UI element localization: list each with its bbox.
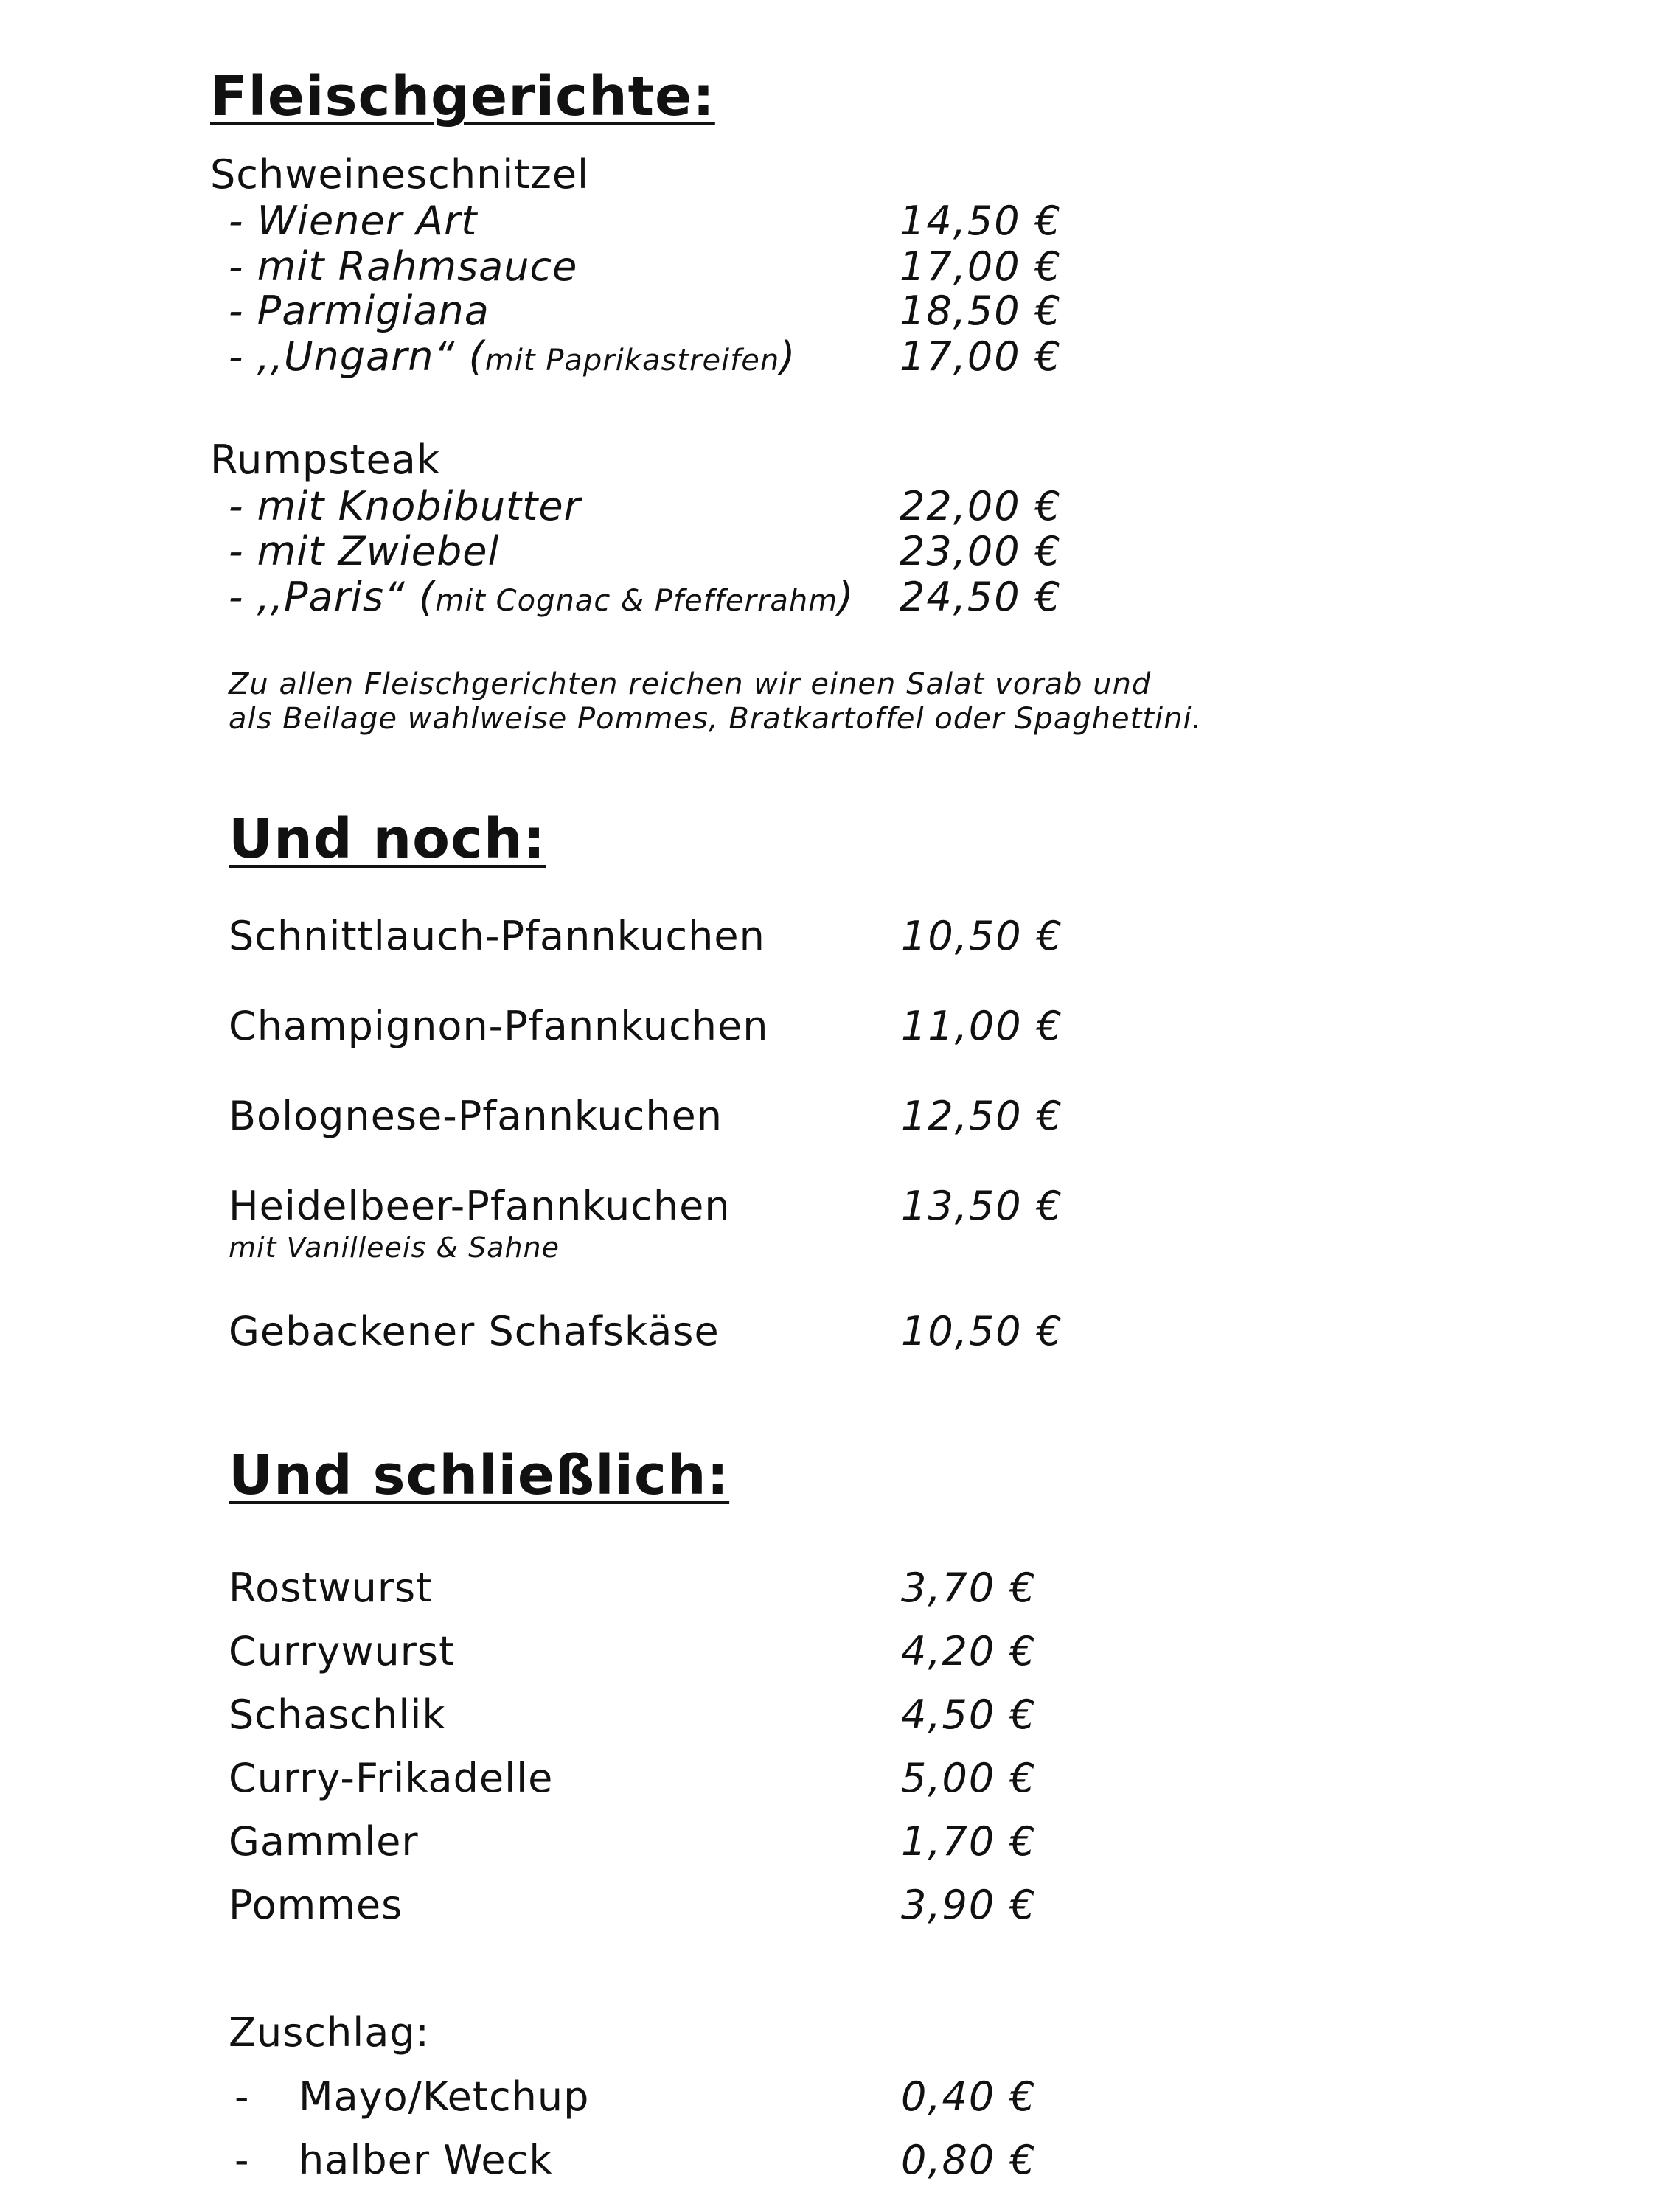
und-schliesslich-heading: Und schließlich: [229,1444,730,1507]
menu-item-label: - mit Rahmsauce [229,243,578,290]
menu-item-price: 11,00 € [901,1003,1064,1049]
menu-item-price: 24,50 € [900,574,1062,620]
menu-item-price: 4,20 € [901,1628,1037,1674]
menu-item-price: 23,00 € [900,528,1062,574]
menu-item-name: - ,,Ungarn“ ( [229,333,485,380]
menu-item-label: halber Weck [299,2137,553,2183]
menu-item-price: 22,00 € [900,483,1062,529]
bullet-dash: - [234,2137,250,2183]
zuschlag-title: Zuschlag: [229,2009,430,2056]
rumpsteak-title: Rumpsteak [210,437,441,483]
menu-item-label [229,574,854,620]
menu-item-label: Rostwurst [229,1565,433,1611]
menu-item-label: Curry-Frikadelle [229,1755,554,1801]
menu-item-price: 10,50 € [901,1308,1064,1354]
menu-item-name: - ,,Paris“ ( [229,574,436,620]
menu-item-price: 10,50 € [901,913,1064,959]
side-dish-note: Zu allen Fleischgerichten reichen wir einen Salat vorab und [229,667,1152,701]
menu-item-price: 13,50 € [901,1183,1064,1229]
menu-item-label: Schnittlauch-Pfannkuchen [229,913,765,959]
menu-item-label: Bolognese-Pfannkuchen [229,1093,723,1139]
menu-item-price: 12,50 € [901,1093,1064,1139]
menu-item-price: 5,00 € [901,1755,1037,1801]
menu-item-label: Schaschlik [229,1691,446,1738]
menu-item-price: 17,00 € [900,333,1062,380]
menu-item-price: 18,50 € [900,288,1062,334]
menu-item-label: Currywurst [229,1628,456,1674]
menu-item-label: - Parmigiana [229,288,490,334]
menu-item-subtext: mit Cognac & Pfefferrahm [435,584,838,618]
menu-item-price: 4,50 € [901,1691,1037,1738]
menu-item-label: Gebackener Schafskäse [229,1308,720,1354]
menu-item-subtext: mit Vanilleeis & Sahne [229,1231,560,1264]
fleischgerichte-heading: Fleischgerichte: [210,65,715,128]
und-noch-heading: Und noch: [229,807,546,871]
menu-item-label: Mayo/Ketchup [299,2073,590,2120]
menu-item-label: Heidelbeer-Pfannkuchen [229,1183,731,1229]
menu-item-price: 0,80 € [901,2137,1037,2183]
side-dish-note: als Beilage wahlweise Pommes, Bratkartoffel oder Spaghettini. [229,702,1203,736]
bullet-dash: - [234,2073,250,2120]
menu-item-label: - mit Knobibutter [229,483,581,529]
menu-item-label [229,333,796,380]
menu-item-price: 3,90 € [901,1882,1037,1928]
menu-item-label: - mit Zwiebel [229,528,500,574]
menu-item-price: 0,40 € [901,2073,1037,2120]
menu-item-label: Champignon-Pfannkuchen [229,1003,769,1049]
schweineschnitzel-title: Schweineschnitzel [210,151,590,198]
menu-item-close: ) [779,333,796,380]
menu-item-label: - Wiener Art [229,198,478,244]
menu-item-price: 3,70 € [901,1565,1037,1611]
menu-item-price: 17,00 € [900,243,1062,290]
menu-item-subtext: mit Paprikastreifen [484,344,780,378]
menu-item-label: Gammler [229,1818,419,1865]
menu-item-close: ) [838,574,855,620]
menu-item-price: 1,70 € [901,1818,1037,1865]
menu-item-label: Pommes [229,1882,403,1928]
menu-item-price: 14,50 € [900,198,1062,244]
